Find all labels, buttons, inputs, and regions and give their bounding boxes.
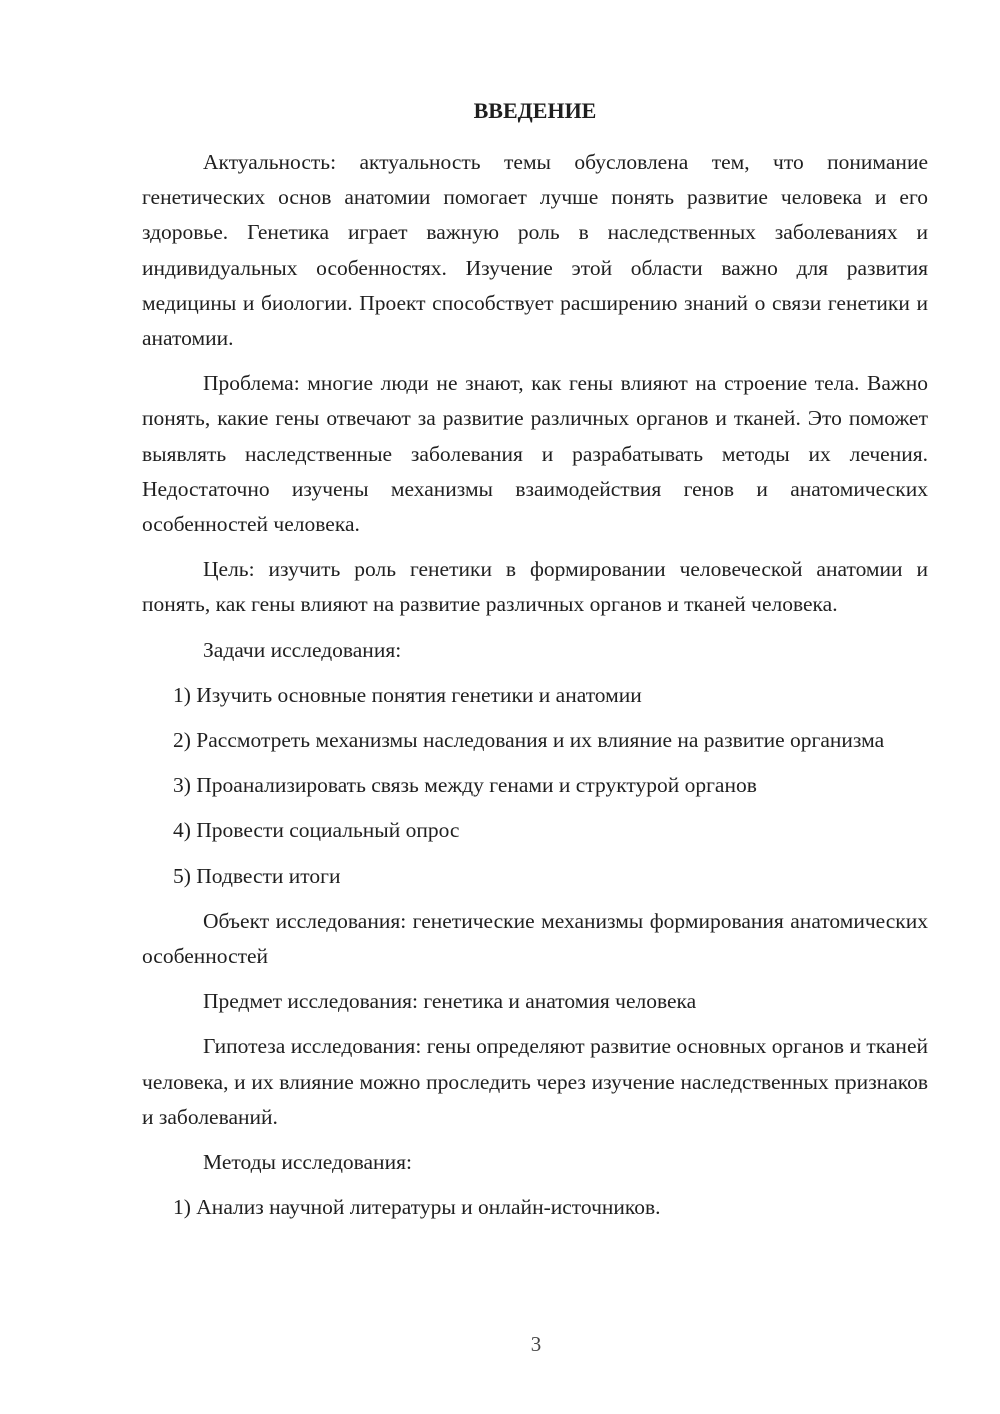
hypothesis-paragraph: Гипотеза исследования: гены определяют развитие основных органов и тканей человека, и их влияние можно проследить через изучение наследственных признаков и заболеваний. — [142, 1034, 928, 1129]
relevance-paragraph: Актуальность: актуальность темы обусловлена тем, что понимание генетических основ анатомии помогает лучше понять развитие человека и его здоровье. Генетика играет важную роль в наследственных заболеваниях и индивидуальных особенностях. Изучение этой области важно для развития медицины и биологии. Проект способствует расширению знаний о связи генетики и анатомии. — [142, 150, 928, 351]
task-item: 5) Подвести итоги — [173, 863, 341, 888]
goal-paragraph: Цель: изучить роль генетики в формировании человеческой анатомии и понять, как гены влияют на развитие различных органов и тканей человека. — [142, 557, 928, 617]
problem-paragraph: Проблема: многие люди не знают, как гены влияют на строение тела. Важно понять, какие гены отвечают за развитие различных органов и тканей. Это поможет выявлять наследственные заболевания и разрабатывать методы их лечения. Недостаточно изучены механизмы взаимодействия генов и анатомических особенностей человека. — [142, 371, 928, 537]
task-item: 3) Проанализировать связь между генами и структурой органов — [173, 773, 757, 798]
section-title: ВВЕДЕНИЕ — [473, 98, 597, 123]
document-body — [142, 145, 928, 1225]
tasks-heading: Задачи исследования: — [203, 637, 402, 662]
task-item: 4) Провести социальный опрос — [173, 818, 460, 843]
subject-paragraph: Предмет исследования: генетика и анатомия человека — [203, 989, 697, 1014]
page-number: 3 — [530, 1332, 542, 1356]
methods-heading: Методы исследования: — [203, 1150, 412, 1175]
task-item: 2) Рассмотреть механизмы наследования и их влияние на развитие организма — [173, 728, 885, 753]
object-paragraph: Объект исследования: генетические механизмы формирования анатомических особенностей — [142, 908, 928, 969]
method-item: 1) Анализ научной литературы и онлайн-источников. — [173, 1195, 661, 1220]
task-item: 1) Изучить основные понятия генетики и анатомии — [173, 682, 642, 707]
